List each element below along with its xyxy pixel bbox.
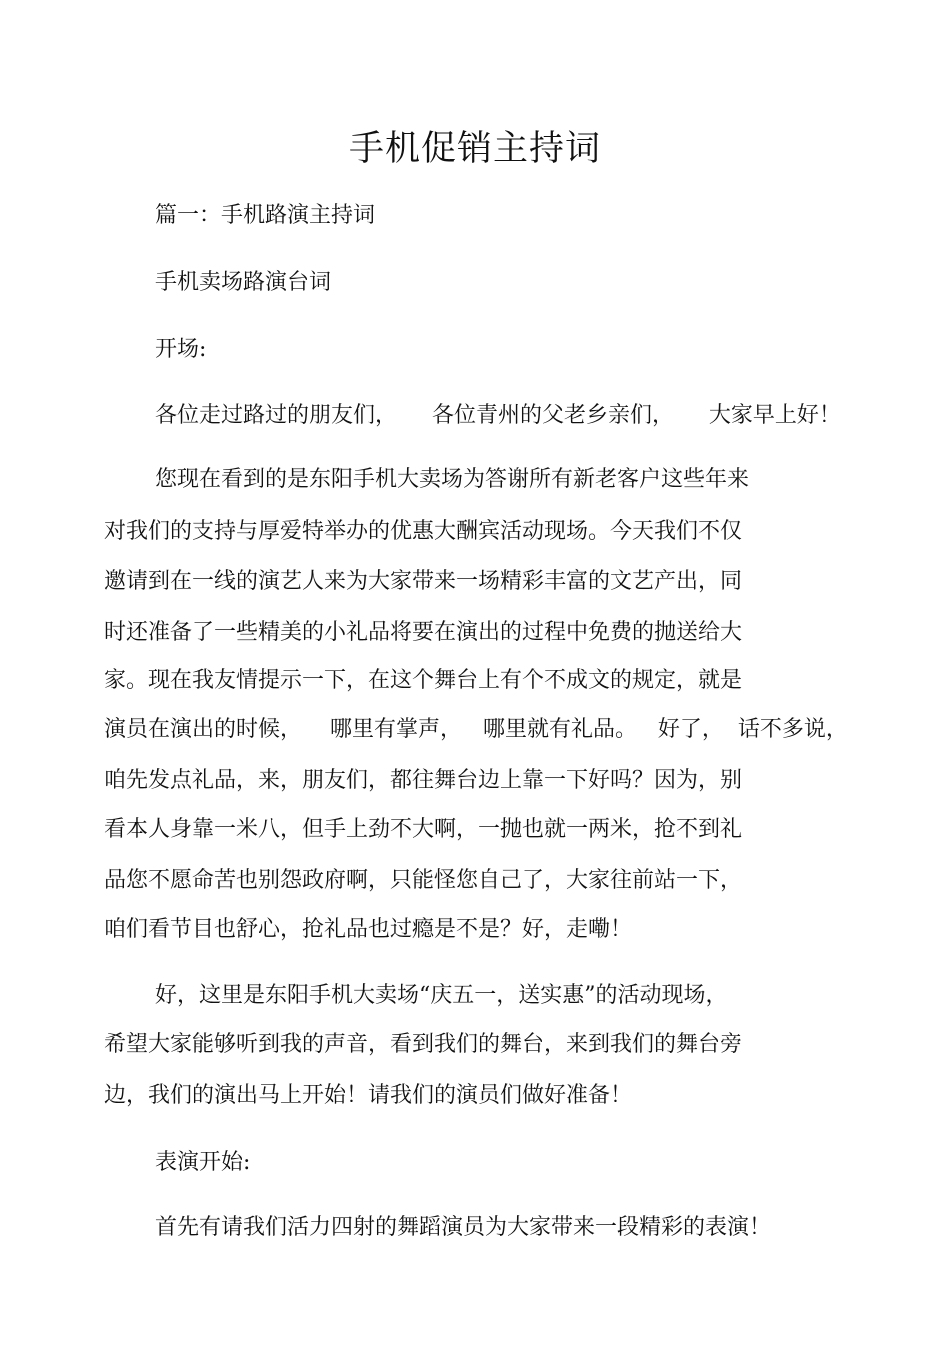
section-opening-label: 开场: xyxy=(155,337,207,362)
paragraph-line: 邀请到在一线的演艺人来为大家带来一场精彩丰富的文艺产出，同 xyxy=(104,569,743,594)
paragraph-line: 边，我们的演出马上开始！请我们的演员们做好准备！ xyxy=(104,1083,633,1108)
paragraph-line: 时还准备了一些精美的小礼品将要在演出的过程中免费的抛送给大 xyxy=(104,620,743,645)
performance-intro-line: 首先有请我们活力四射的舞蹈演员为大家带来一段精彩的表演！ xyxy=(155,1215,772,1240)
paragraph-line: 希望大家能够听到我的声音，看到我们的舞台，来到我们的舞台旁 xyxy=(104,1032,743,1057)
paragraph-line: 演员在演出的时候， 哪里有掌声， 哪里就有礼品。 好了， 话不多说， xyxy=(104,717,848,742)
paragraph-line: 品您不愿命苦也别怨政府啊，只能怪您自己了，大家往前站一下， xyxy=(104,868,743,893)
paragraph-line: 看本人身靠一米八，但手上劲不大啊，一抛也就一两米，抢不到礼 xyxy=(104,817,743,842)
section-performance-label: 表演开始: xyxy=(155,1150,251,1175)
paragraph-line: 您现在看到的是东阳手机大卖场为答谢所有新老客户这些年来 xyxy=(155,467,750,492)
paragraph-line: 咱们看节目也舒心，抢礼品也过瘾是不是？好，走嘞！ xyxy=(104,917,633,942)
paragraph-line: 咱先发点礼品，来，朋友们，都往舞台边上靠一下好吗？因为，别 xyxy=(104,768,743,793)
paragraph-line: 对我们的支持与厚爱特举办的优惠大酬宾活动现场。今天我们不仅 xyxy=(104,519,743,544)
greeting-line: 各位走过路过的朋友们， 各位青州的父老乡亲们， 大家早上好！ xyxy=(155,403,841,428)
heading-part-one: 篇一：手机路演主持词 xyxy=(155,203,376,228)
paragraph-line: 家。现在我友情提示一下，在这个舞台上有个不成文的规定，就是 xyxy=(104,668,743,693)
paragraph-line: 好，这里是东阳手机大卖场“庆五一，送实惠”的活动现场， xyxy=(155,983,728,1008)
heading-stage-script: 手机卖场路演台词 xyxy=(155,270,332,295)
document-title: 手机促销主持词 xyxy=(348,129,601,169)
